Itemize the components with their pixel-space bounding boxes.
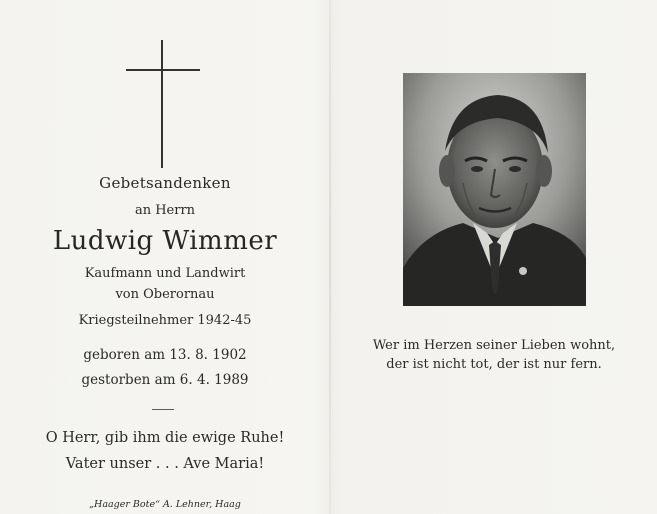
card-header: Gebetsandenken [99,174,231,192]
death-date: gestorben am 6. 4. 1989 [81,372,249,388]
birth-date: geboren am 13. 8. 1902 [83,347,247,363]
right-panel [331,0,657,514]
salutation: an Herrn [134,203,196,218]
prayer-line-1: O Herr, gib ihm die ewige Ruhe! [45,430,285,446]
profession: Kaufmann und Landwirt [84,266,246,281]
divider [152,409,174,410]
cross-icon [126,40,200,168]
prayer-line-2: Vater unser . . . Ave Maria! [65,456,265,472]
deceased-name: Ludwig Wimmer [52,226,278,256]
war-note: Kriegsteilnehmer 1942-45 [78,313,252,328]
quote-line-1: Wer im Herzen seiner Lieben wohnt, [372,338,616,353]
printer-imprint: „Haager Bote“ A. Lehner, Haag [89,499,241,510]
quote-line-2: der ist nicht tot, der ist nur fern. [386,357,602,372]
portrait-photo [403,73,586,306]
origin: von Oberornau [115,287,215,302]
